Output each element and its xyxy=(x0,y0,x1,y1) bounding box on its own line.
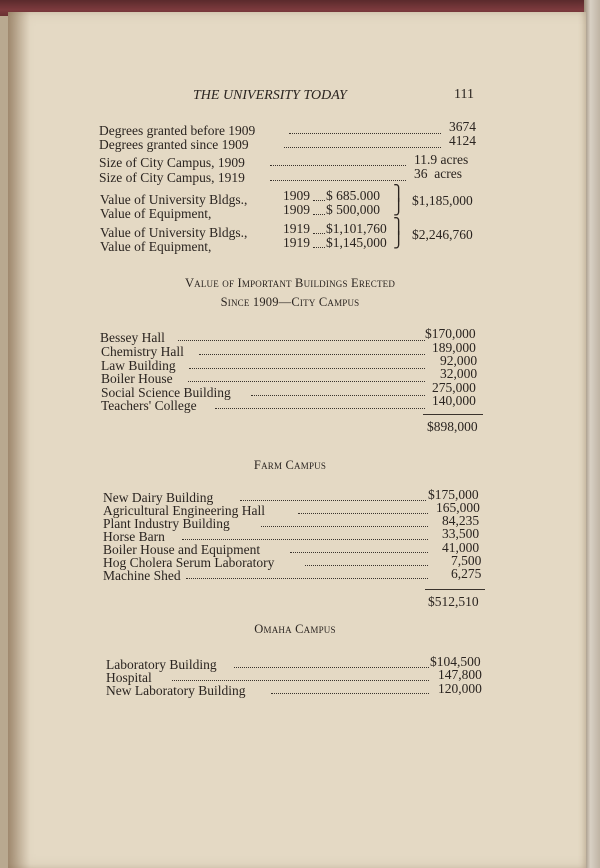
city-item-value: 32,000 xyxy=(440,366,478,381)
farm-item-name: Agricultural Engineering Hall xyxy=(103,503,265,518)
equip-value-1919-amount: $1,145,000 xyxy=(326,235,387,250)
campus-size-1919-value: 36 acres xyxy=(414,166,462,181)
city-item-name: Law Building xyxy=(101,358,176,373)
leader-dots xyxy=(215,408,425,409)
running-title: THE UNIVERSITY TODAY xyxy=(193,88,347,103)
farm-item-value: 33,500 xyxy=(442,526,480,541)
city-item-name: Teachers' College xyxy=(101,398,197,413)
brace-1909-upper: ⎫ xyxy=(393,186,405,202)
leader-dots xyxy=(172,680,429,681)
city-section-title-line1: Value of Important Buildings Erected xyxy=(184,276,396,290)
omaha-item-value: 147,800 xyxy=(438,667,482,682)
valuation-1919-total: $2,246,760 xyxy=(412,227,473,242)
farm-item-value: 165,000 xyxy=(436,500,480,515)
equip-value-1909-year: 1909 xyxy=(283,202,310,217)
leader-dots xyxy=(313,233,325,234)
equip-value-1909-label: Value of Equipment, xyxy=(100,206,212,221)
farm-item-value: 84,235 xyxy=(442,513,480,528)
city-item-value: 140,000 xyxy=(432,393,476,408)
leader-dots xyxy=(313,247,325,248)
city-item-value: 275,000 xyxy=(432,380,476,395)
omaha-item-name: Hospital xyxy=(106,670,152,685)
omaha-item-name: New Laboratory Building xyxy=(106,683,246,698)
leader-dots xyxy=(182,539,428,540)
city-item-name: Bessey Hall xyxy=(100,330,165,345)
omaha-item-value: $104,500 xyxy=(430,654,481,669)
leader-dots xyxy=(298,513,428,514)
leader-dots xyxy=(284,147,441,148)
bldg-value-1919-label: Value of University Bldgs., xyxy=(100,225,248,240)
farm-item-name: Boiler House and Equipment xyxy=(103,542,261,557)
farm-section-title: Farm Campus xyxy=(253,458,327,472)
leader-dots xyxy=(290,552,428,553)
leader-dots xyxy=(271,693,429,694)
book-cover-right-edge xyxy=(584,0,600,868)
leader-dots xyxy=(289,133,441,134)
leader-dots xyxy=(188,381,425,382)
farm-item-name: Hog Cholera Serum Laboratory xyxy=(103,555,275,570)
brace-1919-lower: ⎭ xyxy=(393,233,405,249)
city-total: $898,000 xyxy=(427,419,478,434)
degrees-since-label: Degrees granted since 1909 xyxy=(99,137,249,152)
bldg-value-1909-year: 1909 xyxy=(283,188,310,203)
degrees-since-value: 4124 xyxy=(449,133,476,148)
bldg-value-1919-amount: $1,101,760 xyxy=(326,221,387,236)
degrees-before-label: Degrees granted before 1909 xyxy=(99,123,256,138)
leader-dots xyxy=(261,526,428,527)
equip-value-1919-label: Value of Equipment, xyxy=(100,239,212,254)
farm-item-name: Machine Shed xyxy=(103,568,181,583)
city-item-value: $170,000 xyxy=(425,326,476,341)
total-rule xyxy=(425,589,485,590)
city-item-name: Chemistry Hall xyxy=(101,344,184,359)
degrees-before-value: 3674 xyxy=(449,119,476,134)
city-item-name: Social Science Building xyxy=(101,385,231,400)
city-item-value: 189,000 xyxy=(432,340,476,355)
campus-size-1909-value: 11.9 acres xyxy=(414,152,469,167)
omaha-item-name: Laboratory Building xyxy=(106,657,217,672)
farm-total: $512,510 xyxy=(428,594,479,609)
brace-1909-lower: ⎭ xyxy=(393,200,405,216)
city-section-title-line2: Since 1909—City Campus xyxy=(220,295,360,309)
leader-dots xyxy=(186,578,428,579)
leader-dots xyxy=(313,214,325,215)
leader-dots xyxy=(189,368,425,369)
omaha-item-value: 120,000 xyxy=(438,681,482,696)
leader-dots xyxy=(178,340,425,341)
farm-item-value: $175,000 xyxy=(428,487,479,502)
valuation-1909-total: $1,185,000 xyxy=(412,193,473,208)
total-rule xyxy=(423,414,483,415)
city-item-value: 92,000 xyxy=(440,353,478,368)
leader-dots xyxy=(240,500,426,501)
equip-value-1909-amount: $ 500,000 xyxy=(326,202,380,217)
campus-size-1909-label: Size of City Campus, 1909 xyxy=(99,155,245,170)
leader-dots xyxy=(313,200,325,201)
brace-1919-upper: ⎫ xyxy=(393,219,405,235)
farm-item-name: Horse Barn xyxy=(103,529,165,544)
farm-item-value: 41,000 xyxy=(442,540,480,555)
bldg-value-1909-label: Value of University Bldgs., xyxy=(100,192,248,207)
city-item-name: Boiler House xyxy=(101,371,173,386)
farm-item-name: New Dairy Building xyxy=(103,490,214,505)
omaha-section-title: Omaha Campus xyxy=(254,622,336,636)
leader-dots xyxy=(251,395,425,396)
farm-item-name: Plant Industry Building xyxy=(103,516,230,531)
page-gutter-shadow xyxy=(8,12,30,868)
bldg-value-1909-amount: $ 685.000 xyxy=(326,188,380,203)
leader-dots xyxy=(234,667,429,668)
leader-dots xyxy=(270,165,406,166)
farm-item-value: 6,275 xyxy=(451,566,482,581)
campus-size-1919-label: Size of City Campus, 1919 xyxy=(99,170,245,185)
bldg-value-1919-year: 1919 xyxy=(283,221,310,236)
leader-dots xyxy=(199,354,425,355)
book-page xyxy=(8,12,586,868)
equip-value-1919-year: 1919 xyxy=(283,235,310,250)
farm-item-value: 7,500 xyxy=(451,553,482,568)
leader-dots xyxy=(305,565,428,566)
leader-dots xyxy=(270,180,406,181)
page-number: 111 xyxy=(454,87,474,102)
